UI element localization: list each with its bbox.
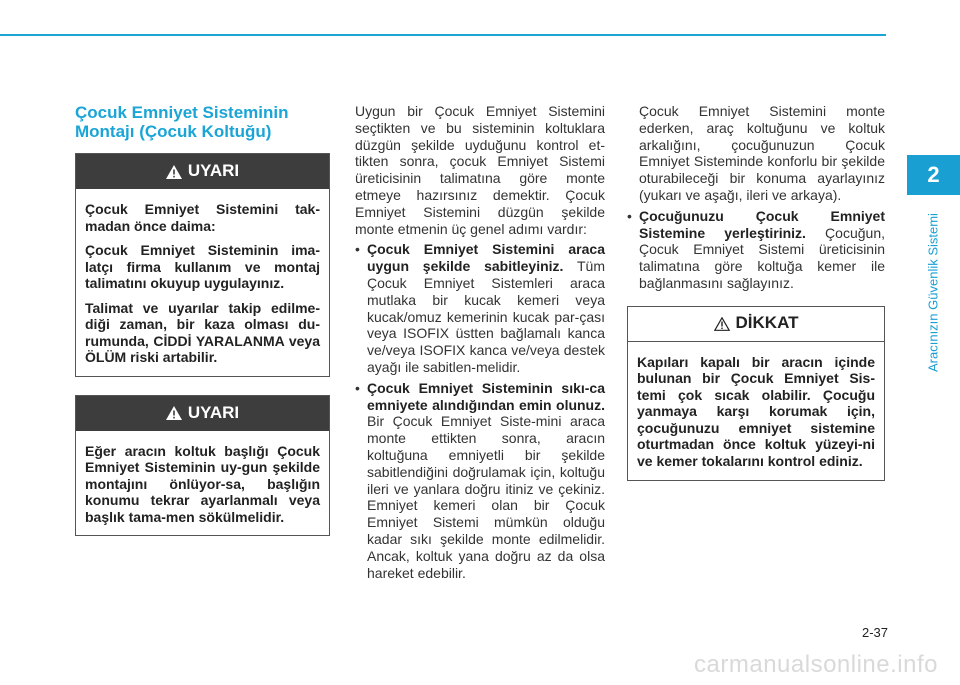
step-text: Çocuğun, Çocuk Emniyet Sistemi üreticisinin talimatına göre koltuğa kemer ile bağlanmasını sağlayınız. [639,224,885,291]
warning-box-1 [75,153,330,377]
warning-label: UYARI [187,402,240,422]
warning-box-2 [75,395,330,537]
warning-label: UYARI [187,161,240,181]
left-column [75,103,330,536]
section-heading: Çocuk Emniyet Sisteminin Montajı (Çocuk Koltuğu) [75,103,289,141]
caution-body: Kapıları kapalı bir aracın içinde bulunan bir Çocuk Emniyet Sis-temi çok sıcak olabilir. Çocuğu yanmaya karşı korumak için, çocuğunuzu emniyet sistemine oturtmadan önce koltuk yüzeyi-ni ve kemer tokalarını kontrol ediniz. [637,353,875,469]
steps-list [355,241,605,581]
warning-paragraph: Çocuk Emniyet Sisteminin ima-latçı firma kullanım ve montaj talimatını okuyup uygulayınız. [85,242,320,291]
list-item [355,380,605,582]
caution-label: DİKKAT [735,313,799,333]
step-title: Çocuğunuzu Çocuk Emniyet Sistemine yerleştiriniz. [639,207,885,241]
header-rule [0,34,886,36]
warning-header [76,396,329,431]
step-title: Çocuk Emniyet Sisteminin sıkı-ca emniyete alındığından emin olunuz. [367,379,605,413]
chapter-title-vertical: Aracınızın Güvenlik Sistemi [925,213,941,372]
intro-paragraph: Uygun bir Çocuk Emniyet Sistemini seçtikten ve bu sisteminin koltuklara düzgün şekilde uyduğunu kontrol et-tikten sonra, çocuk Emniyet Sistemi üreticisinin talimatına göre monte etmeye hazırsınız demektir. Çocuk Emniyet Sistemini düzgün şekilde monte etmenin üç genel adımı vardır: [355,103,605,237]
watermark: carmanualsonline.info [694,651,938,678]
page-number: 2-37 [861,625,888,640]
warning-header [76,154,329,189]
middle-column [355,103,605,585]
list-item [627,208,885,292]
caution-box [627,306,885,482]
warning-triangle-icon [166,165,182,179]
steps-list [627,208,885,292]
warning-paragraph: Çocuk Emniyet Sistemini tak-madan önce daima: [85,201,320,234]
chapter-number: 2 [927,162,940,187]
warning-triangle-icon [166,406,182,420]
intro-paragraph: Çocuk Emniyet Sistemini monte ederken, araç koltuğunu ve koltuk arkalığını, çocuğunuzun Çocuk Emniyet Sisteminde konforlu bir şekilde oturabileceği bir konuma ayarlayınız (yukarı ve aşağı, ileri ve arkaya). [639,103,885,203]
warning-body [76,189,329,376]
right-column [627,103,885,481]
warning-paragraph: Eğer aracın koltuk başlığı Çocuk Emniyet Sisteminin uy-gun şekilde montajını önlüyor-sa, başlığın konumu tekrar ayarlanmalı veya başlık tama-men sökülmelidir. [85,442,320,525]
warning-body [76,431,329,536]
warning-paragraph: Talimat ve uyarılar takip edilme-diği zaman, bir kaza olması du-rumunda, CİDDİ YARALANMA veya ÖLÜM riski artabilir. [85,299,320,365]
list-item [355,241,605,375]
step-title: Çocuk Emniyet Sistemini araca uygun şekilde sabitleyiniz. [367,241,605,275]
caution-triangle-icon [714,317,730,331]
caution-header [628,307,884,342]
step-text: Bir Çocuk Emniyet Siste-mini araca monte ettikten sonra, aracın koltuğuna emniyetli bir şekilde sabitlendiğini doğrulamak için, koltuğu ileri ve yanlara doğru itiniz ve çekiniz. Emniyet kemeri olan bir Çocuk Emniyet Sistemi mümkün olduğu kadar sıkı şekilde monte edilmelidir. Ancak, koltuk yana doğru az da olsa hareket edebilir. [367,413,605,581]
chapter-number-tab [907,155,960,195]
step-text: Tüm Çocuk Emniyet Sistemleri araca mutlaka bir kucak kemeri veya kucak/omuz kemerinin kucak par-çası veya ISOFIX üstten bağlamalı kanca ve/veya ISOFIX kanca ve/veya destek ayağı ile sabitlen-melidir. [367,258,606,375]
